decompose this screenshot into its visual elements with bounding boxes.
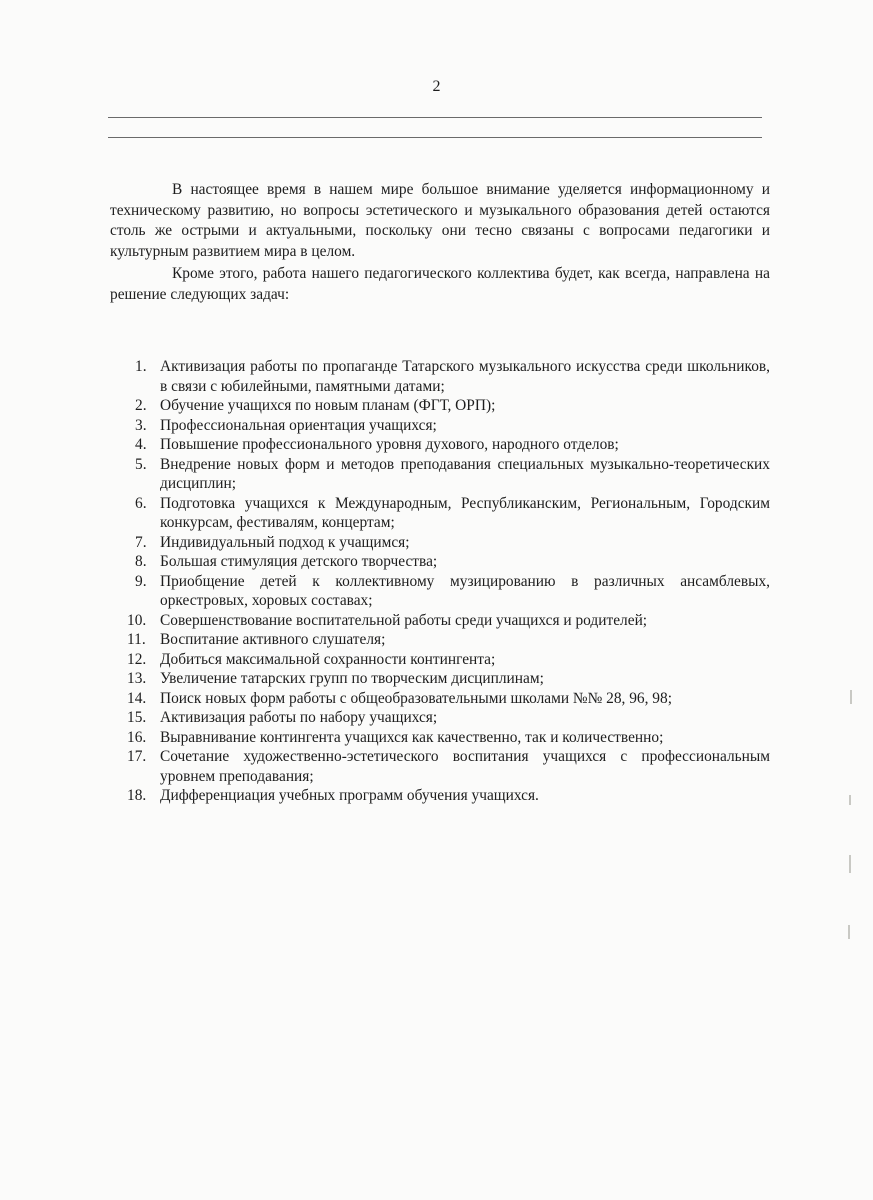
task-number: 6. bbox=[135, 494, 147, 512]
task-text: Индивидуальный подход к учащимся; bbox=[160, 533, 410, 551]
task-item bbox=[110, 396, 770, 416]
task-text: Активизация работы по пропаганде Татарского музыкального искусства среди школьников, в связи с юбилейными, памятными датами; bbox=[160, 358, 770, 395]
task-number: 12. bbox=[127, 650, 147, 668]
task-text: Поиск новых форм работы с общеобразовательными школами №№ 28, 96, 98; bbox=[160, 689, 672, 707]
task-number: 7. bbox=[135, 533, 147, 551]
task-text: Дифференциация учебных программ обучения учащихся. bbox=[160, 787, 539, 804]
task-item bbox=[110, 533, 770, 553]
task-number: 18. bbox=[127, 787, 147, 804]
task-item bbox=[110, 708, 770, 728]
task-item bbox=[110, 494, 770, 533]
task-number: 1. bbox=[135, 358, 147, 375]
task-number: 2. bbox=[135, 397, 147, 414]
task-item bbox=[110, 416, 770, 436]
task-item bbox=[110, 455, 770, 494]
task-item bbox=[110, 650, 770, 670]
task-text: Повышение профессионального уровня духового, народного отделов; bbox=[160, 436, 619, 453]
task-text: Приобщение детей к коллективному музицированию в различных ансамблевых, оркестровых, хоровых составах; bbox=[160, 572, 770, 609]
page-number: 2 bbox=[432, 78, 441, 95]
task-item bbox=[110, 572, 770, 611]
task-item bbox=[110, 747, 770, 786]
intro-paragraph: В настоящее время в нашем мире большое внимание уделяется информационному и техническому развитию, но вопросы эстетического и музыкального образования детей остаются столь же острыми и актуальными, поскольку они тесно связаны с вопросами педагогики и культурным развитием мира в целом. bbox=[110, 181, 770, 260]
task-list bbox=[110, 357, 770, 806]
task-number: 4. bbox=[135, 436, 147, 453]
scan-artifact bbox=[849, 855, 851, 873]
task-number: 14. bbox=[127, 689, 147, 707]
task-number: 11. bbox=[127, 631, 146, 648]
task-number: 3. bbox=[135, 416, 147, 434]
task-text: Подготовка учащихся к Международным, Республиканским, Региональным, Городским конкурсам, фестивалям, концертам; bbox=[160, 494, 770, 531]
intro-text bbox=[110, 180, 770, 305]
header-rule-bottom bbox=[108, 137, 762, 138]
task-text: Увеличение татарских групп по творческим дисциплинам; bbox=[160, 670, 544, 687]
task-number: 5. bbox=[135, 455, 147, 473]
task-text: Добиться максимальной сохранности контингента; bbox=[160, 650, 496, 668]
task-text: Профессиональная ориентация учащихся; bbox=[160, 416, 437, 434]
task-text: Совершенствование воспитательной работы среди учащихся и родителей; bbox=[160, 611, 648, 629]
header-rule-top bbox=[108, 117, 762, 118]
task-number: 10. bbox=[127, 611, 147, 629]
task-number: 15. bbox=[127, 709, 147, 726]
task-item bbox=[110, 786, 770, 806]
task-text: Обучение учащихся по новым планам (ФГТ, ОРП); bbox=[160, 397, 496, 414]
intro-paragraph: Кроме этого, работа нашего педагогического коллектива будет, как всегда, направлена на решение следующих задач: bbox=[110, 265, 770, 303]
task-text: Сочетание художественно-эстетического воспитания учащихся с профессиональным уровнем преподавания; bbox=[160, 748, 770, 785]
task-item bbox=[110, 669, 770, 689]
task-item bbox=[110, 552, 770, 572]
task-item bbox=[110, 728, 770, 748]
task-item bbox=[110, 630, 770, 650]
task-text: Воспитание активного слушателя; bbox=[160, 631, 386, 648]
task-text: Выравнивание контингента учащихся как качественно, так и количественно; bbox=[160, 728, 664, 746]
scan-artifact bbox=[849, 795, 851, 805]
task-text: Активизация работы по набору учащихся; bbox=[160, 709, 438, 726]
task-text: Внедрение новых форм и методов преподавания специальных музыкально-теоретических дисциплин; bbox=[160, 455, 770, 492]
task-number: 9. bbox=[135, 572, 147, 590]
task-number: 13. bbox=[127, 670, 147, 687]
task-number: 16. bbox=[127, 728, 147, 746]
task-item bbox=[110, 611, 770, 631]
task-number: 17. bbox=[127, 748, 147, 765]
scan-artifact bbox=[850, 690, 852, 704]
task-number: 8. bbox=[135, 553, 147, 570]
task-item bbox=[110, 435, 770, 455]
task-item bbox=[110, 689, 770, 709]
scan-artifact bbox=[848, 925, 850, 939]
task-item bbox=[110, 357, 770, 396]
task-text: Большая стимуляция детского творчества; bbox=[160, 553, 438, 570]
